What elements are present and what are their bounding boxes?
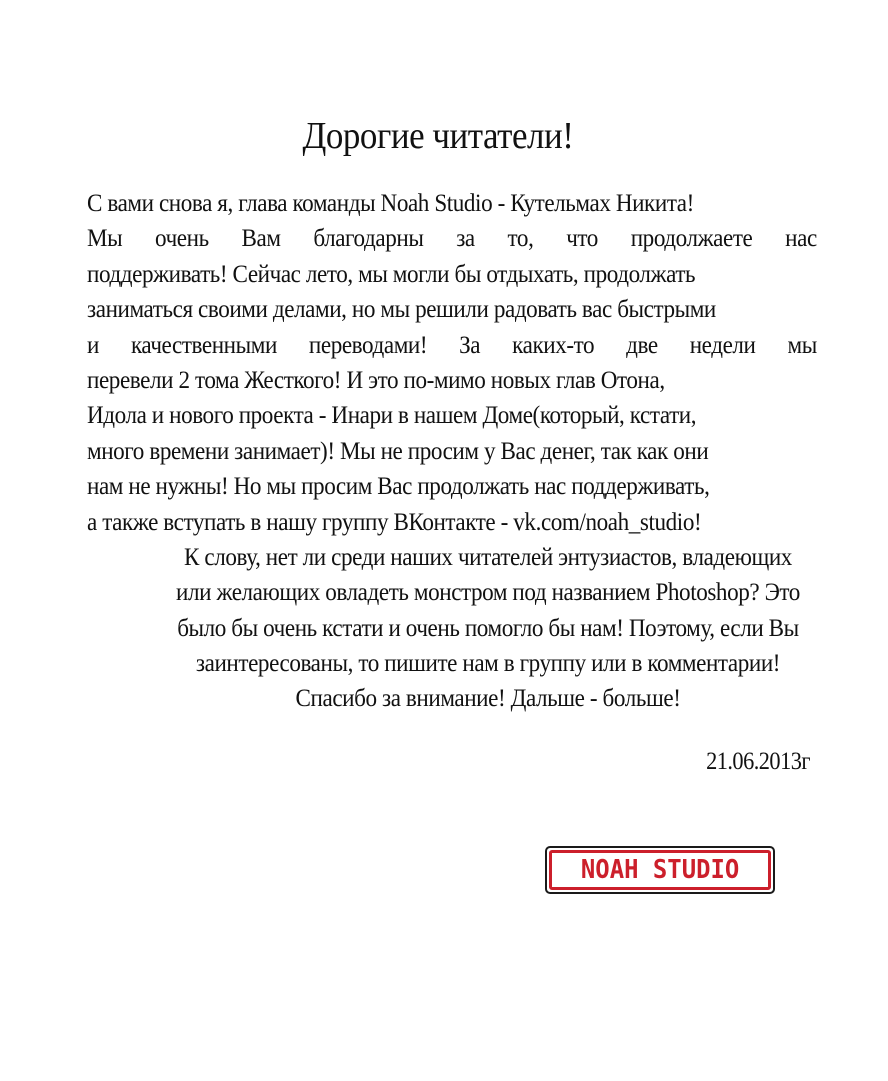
letter-body	[87, 186, 817, 717]
letter-line: поддерживать! Сейчас лето, мы могли бы отдыхать, продолжать	[87, 259, 696, 288]
letter-line: заинтересованы, то пишите нам в группу или в комментарии!	[195, 649, 781, 678]
letter-line: заниматься своими делами, но мы решили радовать вас быстрыми	[87, 295, 716, 324]
letter-line: было бы очень кстати и очень помогло бы нам! Поэтому, если Вы	[177, 613, 799, 642]
letter-line: Идола и нового проекта - Инари в нашем Доме(который, кстати,	[87, 401, 697, 430]
letter-line: Мы очень Вам благодарны за то, что продолжаете нас	[87, 224, 817, 253]
letter-date: 21.06.2013г	[706, 747, 810, 775]
logo-text: NOAH STUDIO	[580, 855, 740, 885]
letter-line: много времени занимает)! Мы не просим у Вас денег, так как они	[87, 436, 709, 465]
noah-studio-logo	[545, 846, 775, 894]
letter-line: и качественными переводами! За каких-то две недели мы	[87, 330, 817, 359]
letter-line: Спасибо за внимание! Дальше - больше!	[295, 684, 681, 713]
letter-line: а также вступать в нашу группу ВКонтакте - vk.com/noah_studio!	[87, 507, 702, 536]
letter-line: К слову, нет ли среди наших читателей энтузиастов, владеющих	[184, 542, 792, 571]
logo-frame	[549, 850, 771, 890]
letter-line: перевели 2 тома Жесткого! И это по-мимо новых глав Отона,	[87, 365, 665, 394]
page-title: Дорогие читатели!	[302, 115, 574, 157]
letter-line: С вами снова я, глава команды Noah Studio - Кутельмах Никита!	[87, 189, 694, 217]
letter-line: или желающих овладеть монстром под названием Photoshop? Это	[176, 578, 800, 607]
letter-line: нам не нужны! Но мы просим Вас продолжать нас поддерживать,	[87, 472, 710, 501]
